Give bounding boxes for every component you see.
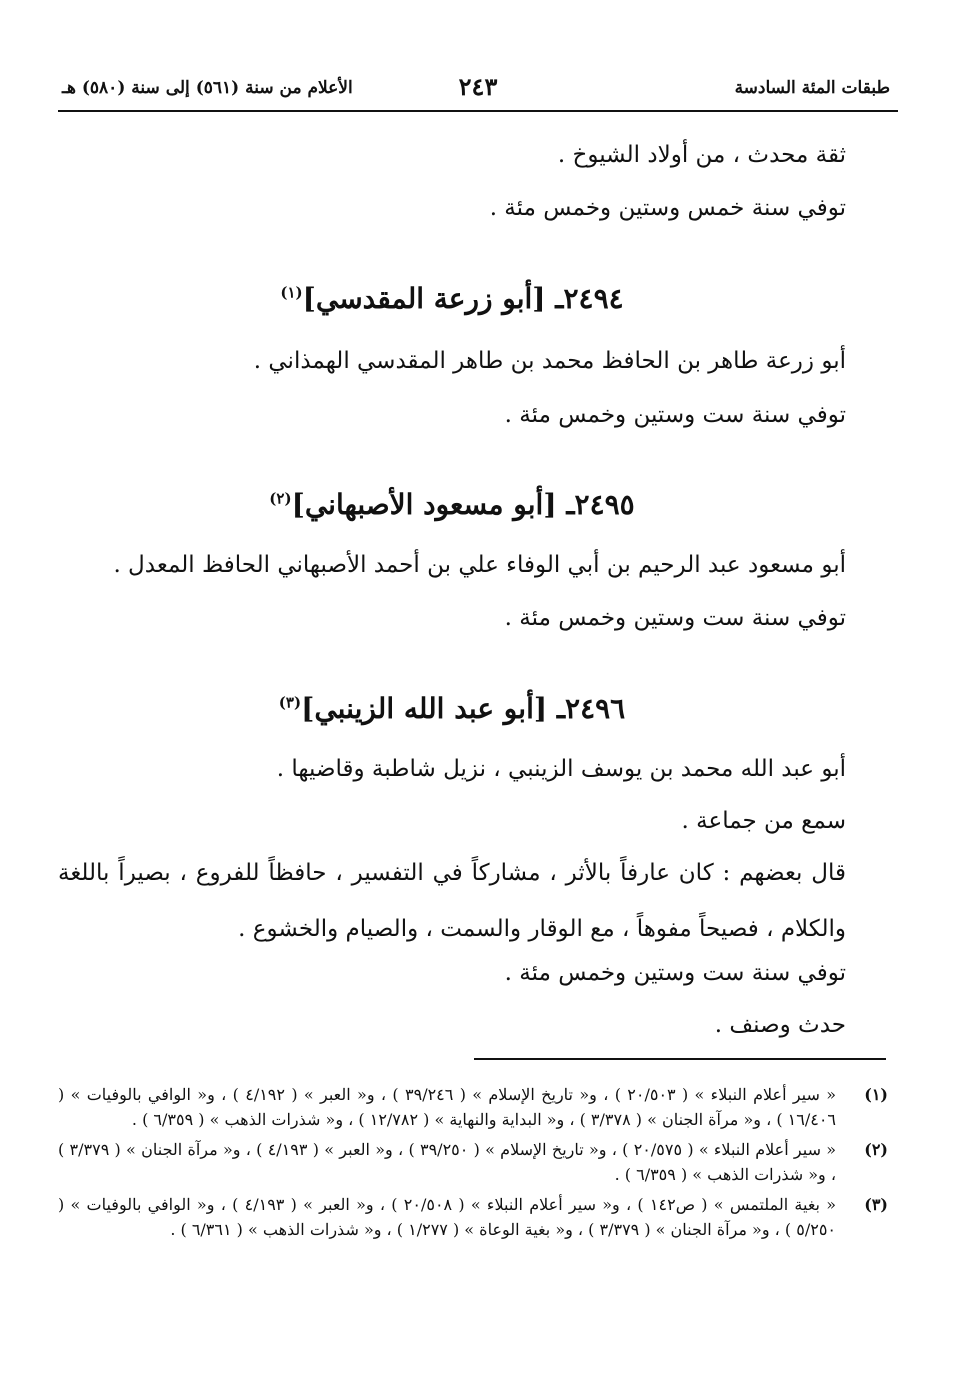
- entry-line: أبو مسعود عبد الرحيم بن أبي الوفاء علي بن أحمد الأصبهاني الحافظ المعدل .: [113, 552, 846, 578]
- entry-heading-text: ٢٤٩٦ـ [أبو عبد الله الزينبي]: [301, 692, 626, 725]
- entry-line: توفي سنة ست وستين وخمس مئة .: [504, 605, 846, 631]
- footnote-marker: (٣): [278, 693, 302, 712]
- intro-line: ثقة محدث ، من أولاد الشيوخ .: [557, 142, 846, 168]
- entry-heading-text: ٢٤٩٤ـ [أبو زرعة المقدسي]: [302, 282, 624, 315]
- footnotes: [58, 1082, 888, 1247]
- footnote-marker: (٢): [269, 489, 292, 508]
- entry-line: توفي سنة ست وستين وخمس مئة .: [504, 960, 846, 986]
- footnote: [58, 1082, 888, 1132]
- entry-line: حدث وصنف .: [714, 1012, 846, 1038]
- footnote-text: « سير أعلام النبلاء » ( ٢٠/٥٧٥ ) ، و« تاريخ الإسلام » ( ٣٩/٢٥٠ ) ، و« العبر » ( ٤/١٩٣ ) ، و« مرآة الجنان » ( ٣/٣٧٩ ) ، و« شذرات الذهب » ( ٦/٣٥٩ ) .: [58, 1140, 837, 1184]
- footnote-text: « سير أعلام النبلاء » ( ٢٠/٥٠٣ ) ، و« تاريخ الإسلام » ( ٣٩/٢٤٦ ) ، و« العبر » ( ٤/١٩٢ ) ، و« الوافي بالوفيات » ( ١٦/٤٠٦ ) ، و« مرآة الجنان » ( ٣/٣٧٨ ) ، و« البداية والنهاية » ( ١٢/٧٨٢ ) ، و« شذرات الذهب » ( ٦/٣٥٩ ) .: [58, 1085, 837, 1129]
- page-number: ٢٤٣: [458, 72, 498, 101]
- footnote-number: (٣): [864, 1195, 888, 1214]
- footnote-rule: [474, 1058, 886, 1060]
- header-section-title: طبقات المئة السادسة: [734, 78, 890, 98]
- footnote: [58, 1137, 888, 1187]
- footnote: [58, 1192, 888, 1242]
- header-rule: [58, 110, 898, 112]
- entry-paragraph: قال بعضهم : كان عارفاً بالأثر ، مشاركاً في التفسير ، حافظاً للفروع ، بصيراً باللغة والكلام ، فصيحاً مفوهاً ، مع الوقار والسمت ، والصيام والخشوع .: [58, 860, 846, 942]
- running-header: [58, 72, 898, 108]
- entry-line: أبو عبد الله محمد بن يوسف الزينبي ، نزيل شاطبة وقاضيها .: [276, 756, 846, 782]
- footnote-number: (١): [864, 1085, 888, 1104]
- footnote-marker: (١): [280, 283, 303, 302]
- entry-line: توفي سنة ست وستين وخمس مئة .: [504, 402, 846, 428]
- intro-line: توفي سنة خمس وستين وخمس مئة .: [489, 195, 846, 221]
- entry-heading-text: ٢٤٩٥ـ [أبو مسعود الأصبهاني]: [291, 488, 635, 521]
- header-range-title: الأعلام من سنة (٥٦١) إلى سنة (٥٨٠) هـ: [62, 78, 353, 98]
- footnote-number: (٢): [864, 1140, 888, 1159]
- footnote-text: « بغية الملتمس » ( ص١٤٢ ) ، و« سير أعلام النبلاء » ( ٢٠/٥٠٨ ) ، و« العبر » ( ٤/١٩٣ ) ، و« الوافي بالوفيات » ( ٥/٢٥٠ ) ، و« مرآة الجنان » ( ٣/٣٧٩ ) ، و« بغية الوعاة » ( ١/٢٧٧ ) ، و« شذرات الذهب » ( ٦/٣٦١ ) .: [58, 1195, 837, 1239]
- entry-heading: [58, 282, 846, 315]
- entry-heading: [58, 692, 846, 725]
- entry-line: أبو زرعة طاهر بن الحافظ محمد بن طاهر المقدسي الهمذاني .: [253, 348, 846, 374]
- entry-line: سمع من جماعة .: [681, 808, 846, 834]
- entry-heading: [58, 488, 846, 521]
